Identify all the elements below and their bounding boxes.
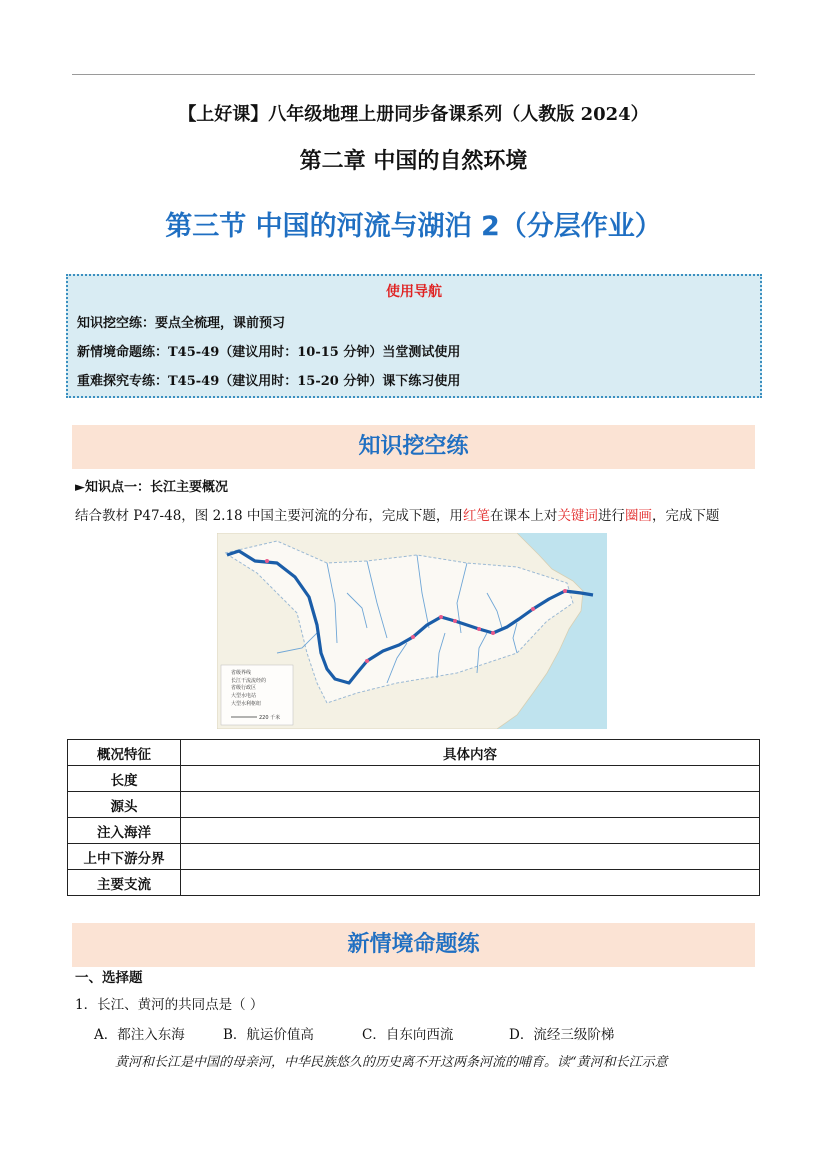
table-cell-feature: 长度 (68, 766, 181, 792)
legend-item-4: 大型水电站 (231, 693, 257, 699)
instr-red-keywords: 关键词 (557, 508, 598, 524)
instr-red-circle: 圈画 (624, 508, 652, 524)
table-header-feature: 概况特征 (68, 740, 181, 766)
section-title: 第三节 中国的河流与湖泊 2（分层作业） (165, 211, 662, 242)
banner-knowledge: 知识挖空练 (72, 425, 755, 469)
legend-item-1: 省级界线 (231, 670, 252, 676)
table-cell-answer-blank (181, 766, 760, 792)
guide-heading: 使用导航 (386, 284, 442, 300)
instr-red-pen: 红笔 (462, 508, 490, 524)
question-1-option-a: A．都注入东海 (94, 1027, 185, 1043)
series-title: 【上好课】八年级地理上册同步备课系列（人教版 2024） (178, 104, 649, 125)
knowledge-instruction (75, 504, 719, 524)
question-1-option-c: C．自东向西流 (362, 1027, 454, 1043)
table-row (68, 870, 760, 896)
guide-line-2: 新情境命题练：T45-49（建议用时：10-15 分钟）当堂测试使用 (77, 345, 461, 360)
question-1-option-b: B．航运价值高 (223, 1027, 314, 1043)
table-cell-feature: 源头 (68, 792, 181, 818)
table-cell-answer-blank (181, 792, 760, 818)
table-cell-answer-blank (181, 870, 760, 896)
question-section-title: 一、选择题 (75, 970, 143, 986)
map-legend (221, 665, 293, 725)
legend-item-3: 省级行政区 (231, 685, 257, 691)
table-row (68, 844, 760, 870)
knowledge-point-heading: ►知识点一：长江主要概况 (75, 480, 228, 495)
chapter-title: 第二章 中国的自然环境 (299, 149, 528, 174)
table-cell-feature: 上中下游分界 (68, 844, 181, 870)
table-cell-feature: 注入海洋 (68, 818, 181, 844)
table-cell-feature: 主要支流 (68, 870, 181, 896)
table-row (68, 792, 760, 818)
yangtze-facts-table (67, 739, 760, 896)
table-cell-answer-blank (181, 818, 760, 844)
legend-item-2: 长江干流流经的 (231, 678, 267, 684)
instr-part-3: 进行 (597, 508, 625, 524)
yangtze-river-map (217, 533, 607, 729)
guide-line-1: 知识挖空练：要点全梳理，课前预习 (77, 316, 286, 331)
question-1-stem: 1．长江、黄河的共同点是（ ） (75, 997, 264, 1013)
question-passage: 黄河和长江是中国的母亲河，中华民族悠久的历史离不开这两条河流的哺育。读“黄河和长江示意 (115, 1055, 668, 1070)
instr-part-2: 在课本上对 (489, 508, 558, 524)
table-cell-answer-blank (181, 844, 760, 870)
question-1-option-d: D．流经三级阶梯 (509, 1027, 615, 1043)
table-header-row (68, 740, 760, 766)
guide-line-3: 重难探究专练：T45-49（建议用时：15-20 分钟）课下练习使用 (77, 374, 461, 389)
instr-part-1: 结合教材 P47-48，图 2.18 中国主要河流的分布，完成下题，用 (75, 508, 463, 524)
usage-guide-box (66, 274, 762, 398)
instr-part-4: ，完成下题 (651, 508, 720, 524)
legend-item-5: 大型水利枢纽 (231, 701, 262, 707)
table-row (68, 818, 760, 844)
table-header-content: 具体内容 (181, 740, 760, 766)
top-rule (72, 74, 755, 75)
legend-scale: 220 千米 (259, 715, 281, 721)
banner-new-context: 新情境命题练 (72, 923, 755, 967)
table-row (68, 766, 760, 792)
